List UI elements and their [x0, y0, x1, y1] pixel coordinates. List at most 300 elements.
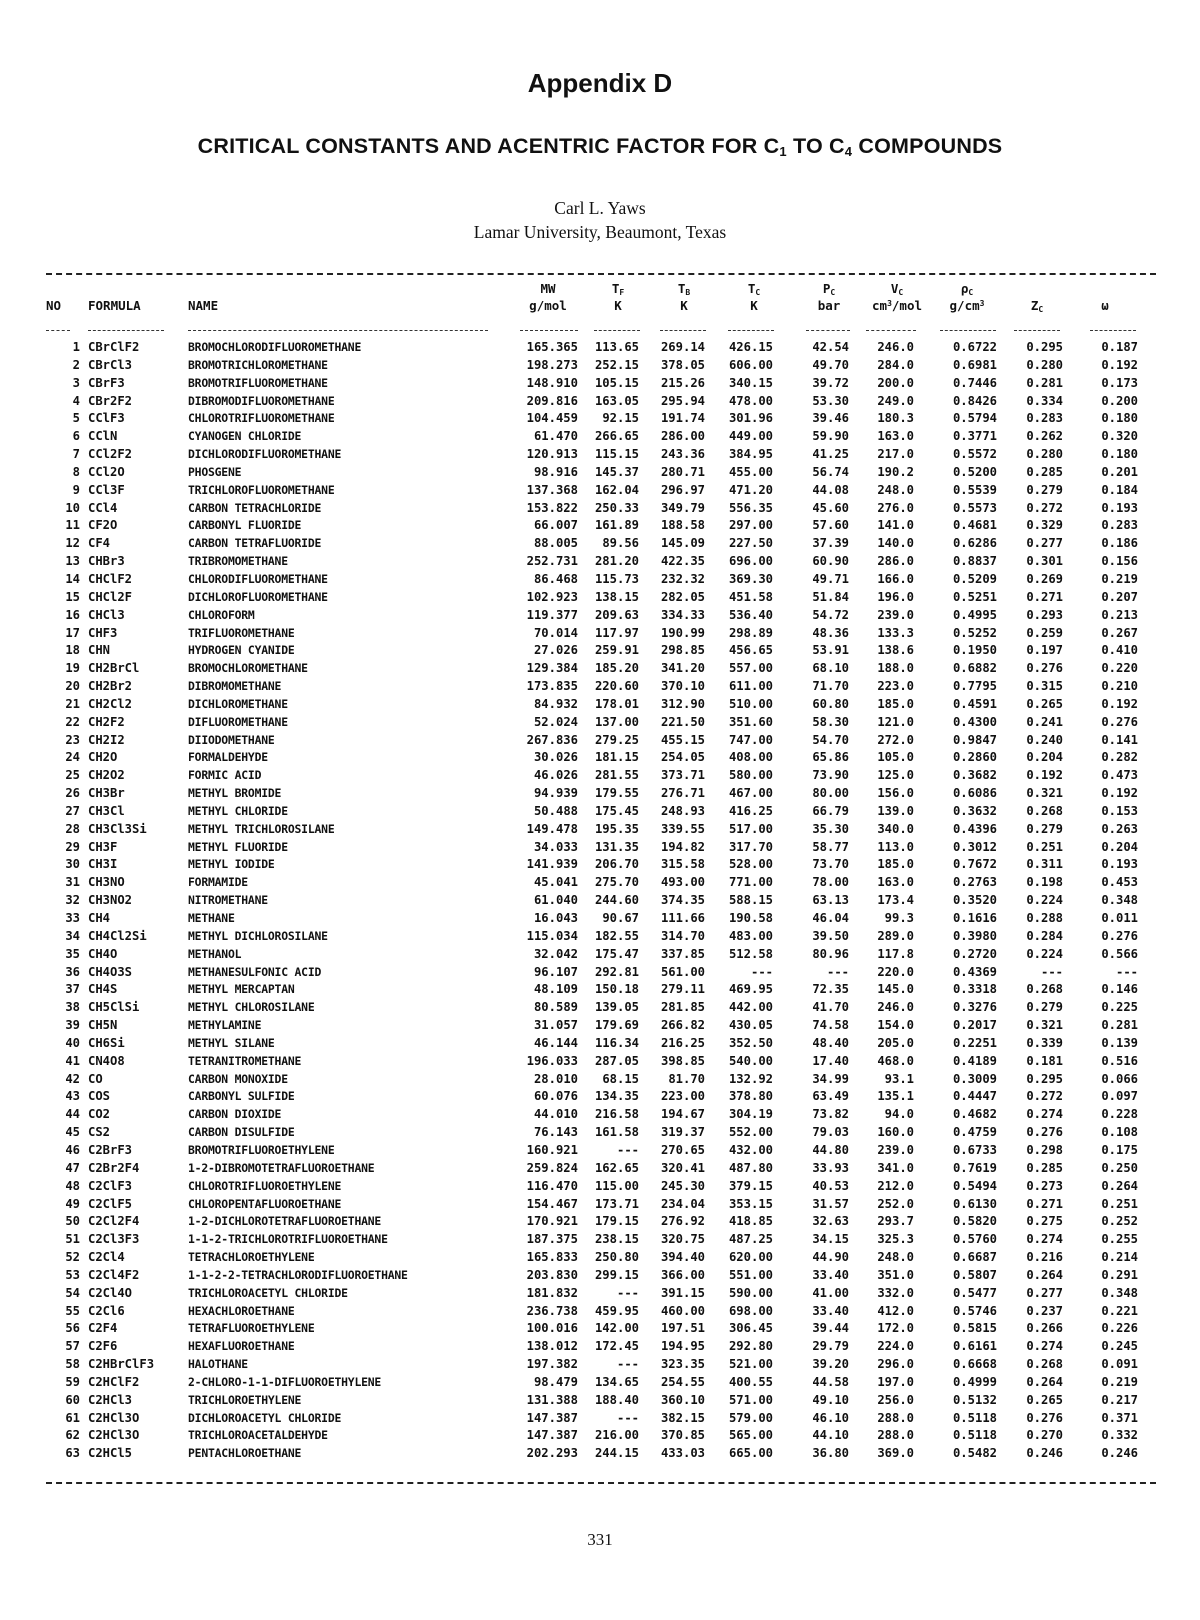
col-header-pc-unit: bar	[817, 298, 841, 313]
table-row	[0, 1124, 1200, 1142]
mw-cell: 236.738	[526, 1303, 578, 1318]
tc-cell: 528.00	[728, 857, 773, 872]
omega-cell: 0.207	[1101, 589, 1138, 604]
omega-cell: 0.180	[1101, 411, 1138, 426]
mw-cell: 196.033	[526, 1053, 578, 1068]
col-header-rho	[938, 281, 996, 297]
rho-cell: 0.7619	[952, 1160, 997, 1175]
omega-cell: 0.220	[1101, 661, 1138, 676]
col-header-tf-unit: K	[614, 298, 622, 313]
header-separator	[188, 330, 488, 331]
mw-cell: 187.375	[526, 1232, 578, 1247]
vc-cell: 325.3	[877, 1232, 914, 1247]
vc-cell: 340.0	[877, 821, 914, 836]
omega-cell: 0.473	[1101, 768, 1138, 783]
tf-cell: 175.45	[594, 803, 639, 818]
zc-cell: 0.315	[1026, 679, 1063, 694]
table-row	[0, 1196, 1200, 1214]
row-number: 46	[65, 1142, 80, 1157]
row-number: 60	[65, 1392, 80, 1407]
tc-cell: 571.00	[728, 1392, 773, 1407]
header-separator	[866, 330, 916, 331]
vc-cell: 224.0	[877, 1339, 914, 1354]
row-number: 58	[65, 1357, 80, 1372]
omega-cell: 0.200	[1101, 393, 1138, 408]
pc-cell: 37.39	[812, 536, 849, 551]
tf-cell: 134.35	[594, 1089, 639, 1104]
rho-cell: 0.6687	[952, 1250, 997, 1265]
mw-cell: 104.459	[526, 411, 578, 426]
row-number: 7	[72, 447, 80, 462]
rho-cell: 0.4300	[952, 714, 997, 729]
rho-cell: 0.4369	[952, 964, 997, 979]
pc-cell: 49.10	[812, 1392, 849, 1407]
tf-cell: 206.70	[594, 857, 639, 872]
col-header-mw: MW	[540, 281, 556, 296]
zc-cell: 0.216	[1026, 1250, 1063, 1265]
tf-cell: 179.15	[594, 1214, 639, 1229]
vc-cell: 185.0	[877, 696, 914, 711]
omega-cell: 0.141	[1101, 732, 1138, 747]
mw-cell: 115.034	[526, 928, 578, 943]
vc-cell: 197.0	[877, 1374, 914, 1389]
pc-cell: 80.00	[812, 786, 849, 801]
omega-cell: 0.186	[1101, 536, 1138, 551]
table-row	[0, 1178, 1200, 1196]
rho-subscript: C	[968, 288, 974, 297]
zc-cell: 0.334	[1026, 393, 1063, 408]
name-cell: HEXACHLOROETHANE	[188, 1303, 295, 1318]
table-row	[0, 1053, 1200, 1071]
tf-cell: 92.15	[602, 411, 639, 426]
omega-cell: 0.276	[1101, 928, 1138, 943]
table-row	[0, 892, 1200, 910]
zc-cell: 0.268	[1026, 982, 1063, 997]
omega-cell: 0.225	[1101, 1000, 1138, 1015]
vc-cell: 239.0	[877, 607, 914, 622]
tb-cell: 320.41	[660, 1160, 705, 1175]
tb-cell: 349.79	[660, 500, 705, 515]
rho-cell: 0.6086	[952, 786, 997, 801]
tf-cell: 173.71	[594, 1196, 639, 1211]
mw-cell: 141.939	[526, 857, 578, 872]
omega-cell: 0.011	[1101, 911, 1138, 925]
row-number: 14	[65, 571, 80, 586]
row-number: 57	[65, 1339, 80, 1354]
zc-cell: 0.329	[1026, 518, 1063, 533]
col-header-pc	[805, 281, 853, 297]
omega-cell: 0.139	[1101, 1035, 1138, 1050]
row-number: 16	[65, 607, 80, 622]
omega-cell: 0.156	[1101, 554, 1138, 569]
tb-subscript: B	[685, 288, 691, 297]
tc-cell: 487.25	[728, 1232, 773, 1247]
table-row	[0, 999, 1200, 1017]
tb-cell: 455.15	[660, 732, 705, 747]
pc-cell: 44.58	[812, 1374, 849, 1389]
row-number: 21	[65, 696, 80, 711]
pc-cell: 63.49	[812, 1089, 849, 1104]
row-number: 39	[65, 1018, 80, 1033]
table-row	[0, 910, 1200, 928]
tc-cell: 557.00	[728, 661, 773, 676]
vc-cell: 94.0	[884, 1107, 914, 1122]
affiliation: Lamar University, Beaumont, Texas	[473, 222, 727, 242]
name-cell: DICHLOROFLUOROMETHANE	[188, 589, 328, 604]
tf-cell: 115.00	[594, 1178, 639, 1193]
formula-cell: C2F6	[88, 1339, 118, 1354]
col-header-tb	[660, 281, 708, 297]
name-cell: TRIBROMOMETHANE	[188, 554, 288, 569]
zc-cell: 0.224	[1026, 946, 1063, 961]
row-number: 55	[65, 1303, 80, 1318]
tb-cell: 194.67	[660, 1107, 705, 1122]
tc-cell: 298.89	[728, 625, 773, 640]
col-header-vc-unit	[862, 298, 932, 313]
tb-cell: 433.03	[660, 1446, 705, 1461]
zc-cell: 0.240	[1026, 732, 1063, 747]
omega-cell: 0.228	[1101, 1107, 1138, 1122]
pc-cell: 73.90	[812, 768, 849, 783]
formula-cell: CN4O8	[88, 1053, 125, 1068]
row-number: 50	[65, 1214, 80, 1229]
formula-cell: C2HCl3O	[88, 1410, 140, 1425]
table-row	[0, 428, 1200, 446]
header-separator	[594, 330, 640, 331]
rho-cell: 0.6161	[952, 1339, 997, 1354]
formula-cell: CH3NO	[88, 875, 125, 890]
name-cell: METHYL DICHLOROSILANE	[188, 928, 328, 943]
formula-cell: CH5N	[88, 1018, 118, 1033]
pc-cell: 44.90	[812, 1250, 849, 1265]
tc-cell: 469.95	[728, 982, 773, 997]
zc-cell: 0.298	[1026, 1142, 1063, 1157]
vc-cell: 412.0	[877, 1303, 914, 1318]
zc-cell: 0.274	[1026, 1339, 1063, 1354]
table-row	[0, 678, 1200, 696]
tb-cell: 269.14	[660, 340, 705, 354]
pc-cell: 44.80	[812, 1142, 849, 1157]
zc-symbol: Z	[1030, 298, 1039, 313]
rho-cell: 0.4189	[952, 1053, 997, 1068]
name-cell: BROMOTRIFLUOROETHYLENE	[188, 1142, 335, 1157]
table-row	[0, 625, 1200, 643]
rho-cell: 0.6668	[952, 1357, 997, 1372]
zc-cell: 0.280	[1026, 357, 1063, 372]
omega-cell: 0.184	[1101, 482, 1138, 497]
zc-cell: 0.281	[1026, 375, 1063, 390]
pc-cell: 35.30	[812, 821, 849, 836]
rho-cell: 0.7446	[952, 375, 997, 390]
mw-cell: 149.478	[526, 821, 578, 836]
name-cell: FORMAMIDE	[188, 875, 248, 890]
mw-cell: 170.921	[526, 1214, 578, 1229]
tb-cell: 360.10	[660, 1392, 705, 1407]
vc-cell: 141.0	[877, 518, 914, 533]
name-cell: CARBON TETRACHLORIDE	[188, 500, 322, 515]
rho-cell: 0.8426	[952, 393, 997, 408]
mw-cell: 70.014	[533, 625, 578, 640]
formula-cell: C2ClF3	[88, 1178, 133, 1193]
name-cell: METHYL CHLOROSILANE	[188, 1000, 315, 1015]
header-separator	[520, 330, 578, 331]
rho-cell: 0.4682	[952, 1107, 997, 1122]
row-number: 42	[65, 1071, 80, 1086]
zc-cell: 0.339	[1026, 1035, 1063, 1050]
omega-cell: 0.180	[1101, 447, 1138, 462]
vc-cell: 212.0	[877, 1178, 914, 1193]
table-row	[0, 1142, 1200, 1160]
vc-cell: 180.3	[877, 411, 914, 426]
pc-cell: 66.79	[812, 803, 849, 818]
mw-cell: 84.932	[533, 696, 578, 711]
row-number: 33	[65, 911, 80, 925]
name-cell: TRICHLOROACETALDEHYDE	[188, 1428, 328, 1443]
formula-cell: CCl3F	[88, 482, 125, 497]
row-number: 1	[72, 340, 80, 354]
pc-cell: 68.10	[812, 661, 849, 676]
pc-cell: 74.58	[812, 1018, 849, 1033]
omega-cell: 0.410	[1101, 643, 1138, 658]
mw-cell: 102.923	[526, 589, 578, 604]
tc-cell: 418.85	[728, 1214, 773, 1229]
omega-cell: 0.192	[1101, 696, 1138, 711]
rho-unit-superscript: 3	[979, 299, 985, 308]
tf-cell: 142.00	[594, 1321, 639, 1336]
pc-cell: 34.99	[812, 1071, 849, 1086]
row-number: 36	[65, 964, 80, 979]
name-cell: CARBON TETRAFLUORIDE	[188, 536, 322, 551]
zc-cell: 0.275	[1026, 1214, 1063, 1229]
mw-cell: 137.368	[526, 482, 578, 497]
pc-cell: 56.74	[812, 464, 849, 479]
rho-cell: 0.5118	[952, 1428, 997, 1443]
name-cell: DIIODOMETHANE	[188, 732, 275, 747]
tc-cell: 747.00	[728, 732, 773, 747]
mw-cell: 252.731	[526, 554, 578, 569]
tc-symbol: T	[747, 281, 756, 296]
pc-cell: 49.71	[812, 571, 849, 586]
tf-cell: 459.95	[594, 1303, 639, 1318]
omega-cell: 0.175	[1101, 1142, 1138, 1157]
row-number: 2	[72, 357, 80, 372]
pc-cell: 39.50	[812, 928, 849, 943]
name-cell: TETRANITROMETHANE	[188, 1053, 302, 1068]
zc-cell: 0.270	[1026, 1428, 1063, 1443]
tc-cell: 400.55	[728, 1374, 773, 1389]
tb-cell: 334.33	[660, 607, 705, 622]
name-cell: METHYL CHLORIDE	[188, 803, 288, 818]
vc-cell: 341.0	[877, 1160, 914, 1175]
col-header-tc-unit: K	[750, 298, 758, 313]
omega-cell: 0.219	[1101, 571, 1138, 586]
tc-cell: 132.92	[728, 1071, 773, 1086]
row-number: 48	[65, 1178, 80, 1193]
table-row	[0, 1160, 1200, 1178]
rho-cell: 0.3012	[952, 839, 997, 854]
rho-cell: 0.5477	[952, 1285, 997, 1300]
pc-cell: 78.00	[812, 875, 849, 890]
pc-cell: 40.53	[812, 1178, 849, 1193]
mw-cell: 30.026	[533, 750, 578, 765]
rho-cell: 0.5132	[952, 1392, 997, 1407]
pc-cell: 73.82	[812, 1107, 849, 1122]
rho-cell: 0.5746	[952, 1303, 997, 1318]
mw-cell: 48.109	[533, 982, 578, 997]
tc-cell: 451.58	[728, 589, 773, 604]
header-separator	[88, 330, 164, 331]
header-separator	[1090, 330, 1136, 331]
vc-cell: 140.0	[877, 536, 914, 551]
zc-cell: 0.204	[1026, 750, 1063, 765]
tf-cell: ---	[616, 1357, 639, 1372]
vc-cell: 173.4	[877, 893, 914, 908]
rho-cell: 0.5494	[952, 1178, 997, 1193]
tb-cell: 245.30	[660, 1178, 705, 1193]
tc-cell: 352.50	[728, 1035, 773, 1050]
vc-cell: 196.0	[877, 589, 914, 604]
zc-cell: 0.269	[1026, 571, 1063, 586]
name-cell: DICHLOROMETHANE	[188, 696, 288, 711]
name-cell: METHYL TRICHLOROSILANE	[188, 821, 335, 836]
name-cell: DICHLOROACETYL CHLORIDE	[188, 1410, 342, 1425]
pc-cell: 31.57	[812, 1196, 849, 1211]
rho-cell: 0.2763	[952, 875, 997, 890]
table-row	[0, 1285, 1200, 1303]
mw-cell: 44.010	[533, 1107, 578, 1122]
vc-cell: 113.0	[877, 839, 914, 854]
row-number: 35	[65, 946, 80, 961]
zc-cell: 0.283	[1026, 411, 1063, 426]
name-cell: PENTACHLOROETHANE	[188, 1446, 302, 1461]
row-number: 26	[65, 786, 80, 801]
bottom-dashed-rule	[46, 1482, 1156, 1484]
name-cell: DIFLUOROMETHANE	[188, 714, 288, 729]
tb-cell: 215.26	[660, 375, 705, 390]
formula-cell: CH2BrCl	[88, 661, 140, 676]
tc-cell: 351.60	[728, 714, 773, 729]
name-cell: HYDROGEN CYANIDE	[188, 643, 295, 658]
tc-cell: 588.15	[728, 893, 773, 908]
tf-cell: 185.20	[594, 661, 639, 676]
tf-cell: 68.15	[602, 1071, 639, 1086]
omega-cell: 0.192	[1101, 786, 1138, 801]
mw-cell: 46.144	[533, 1035, 578, 1050]
tb-cell: 315.58	[660, 857, 705, 872]
table-row	[0, 1231, 1200, 1249]
pc-cell: 41.25	[812, 447, 849, 462]
table-row	[0, 553, 1200, 571]
tb-cell: 234.04	[660, 1196, 705, 1211]
formula-cell: C2Cl4	[88, 1250, 125, 1265]
tb-cell: 323.35	[660, 1357, 705, 1372]
tf-cell: 175.47	[594, 946, 639, 961]
pc-cell: 29.79	[812, 1339, 849, 1354]
row-number: 31	[65, 875, 80, 890]
tf-cell: 179.69	[594, 1018, 639, 1033]
mw-cell: 45.041	[533, 875, 578, 890]
omega-cell: 0.210	[1101, 679, 1138, 694]
pc-cell: 36.80	[812, 1446, 849, 1461]
zc-cell: 0.274	[1026, 1232, 1063, 1247]
zc-cell: 0.285	[1026, 464, 1063, 479]
formula-cell: CO2	[88, 1107, 111, 1122]
tf-cell: 220.60	[594, 679, 639, 694]
tb-cell: 276.92	[660, 1214, 705, 1229]
omega-cell: 0.192	[1101, 357, 1138, 372]
name-cell: CHLOROTRIFLUOROMETHANE	[188, 411, 335, 426]
table-row	[0, 1427, 1200, 1445]
table-row	[0, 839, 1200, 857]
omega-cell: 0.348	[1101, 893, 1138, 908]
pc-cell: 73.70	[812, 857, 849, 872]
row-number: 62	[65, 1428, 80, 1443]
vc-cell: 252.0	[877, 1196, 914, 1211]
vc-cell: 220.0	[877, 964, 914, 979]
zc-cell: 0.277	[1026, 536, 1063, 551]
pc-cell: 57.60	[812, 518, 849, 533]
tc-cell: 698.00	[728, 1303, 773, 1318]
tb-cell: 266.82	[660, 1018, 705, 1033]
pc-cell: 58.30	[812, 714, 849, 729]
row-number: 22	[65, 714, 80, 729]
tf-cell: 238.15	[594, 1232, 639, 1247]
rho-cell: 0.5572	[952, 447, 997, 462]
zc-cell: 0.224	[1026, 893, 1063, 908]
table-row	[0, 571, 1200, 589]
pc-cell: 17.40	[812, 1053, 849, 1068]
zc-cell: 0.279	[1026, 1000, 1063, 1015]
tc-cell: 416.25	[728, 803, 773, 818]
rho-cell: 0.6130	[952, 1196, 997, 1211]
name-cell: METHYLAMINE	[188, 1018, 262, 1033]
row-number: 11	[65, 518, 80, 533]
tf-cell: 117.97	[594, 625, 639, 640]
omega-cell: 0.267	[1101, 625, 1138, 640]
row-number: 25	[65, 768, 80, 783]
row-number: 32	[65, 893, 80, 908]
pc-cell: 54.70	[812, 732, 849, 747]
table-row	[0, 607, 1200, 625]
rho-cell: 0.5252	[952, 625, 997, 640]
tb-cell: 312.90	[660, 696, 705, 711]
rho-cell: 0.4447	[952, 1089, 997, 1104]
mw-cell: 120.913	[526, 447, 578, 462]
tb-cell: 341.20	[660, 661, 705, 676]
vc-cell: 289.0	[877, 928, 914, 943]
rho-cell: 0.6882	[952, 661, 997, 676]
tb-cell: 460.00	[660, 1303, 705, 1318]
tc-cell: 620.00	[728, 1250, 773, 1265]
row-number: 13	[65, 554, 80, 569]
mw-cell: 165.365	[526, 340, 578, 354]
tf-cell: 150.18	[594, 982, 639, 997]
vc-symbol: V	[890, 281, 899, 296]
tb-cell: 281.85	[660, 1000, 705, 1015]
table-row	[0, 1106, 1200, 1124]
table-row	[0, 375, 1200, 393]
formula-cell: CH2Br2	[88, 679, 133, 694]
zc-cell: 0.268	[1026, 1357, 1063, 1372]
tb-cell: 493.00	[660, 875, 705, 890]
header-separator	[1014, 330, 1060, 331]
omega-cell: 0.276	[1101, 714, 1138, 729]
name-cell: CHLORODIFLUOROMETHANE	[188, 571, 328, 586]
omega-cell: 0.282	[1101, 750, 1138, 765]
row-number: 43	[65, 1089, 80, 1104]
vc-unit-part: /mol	[891, 298, 922, 313]
zc-cell: 0.321	[1026, 1018, 1063, 1033]
